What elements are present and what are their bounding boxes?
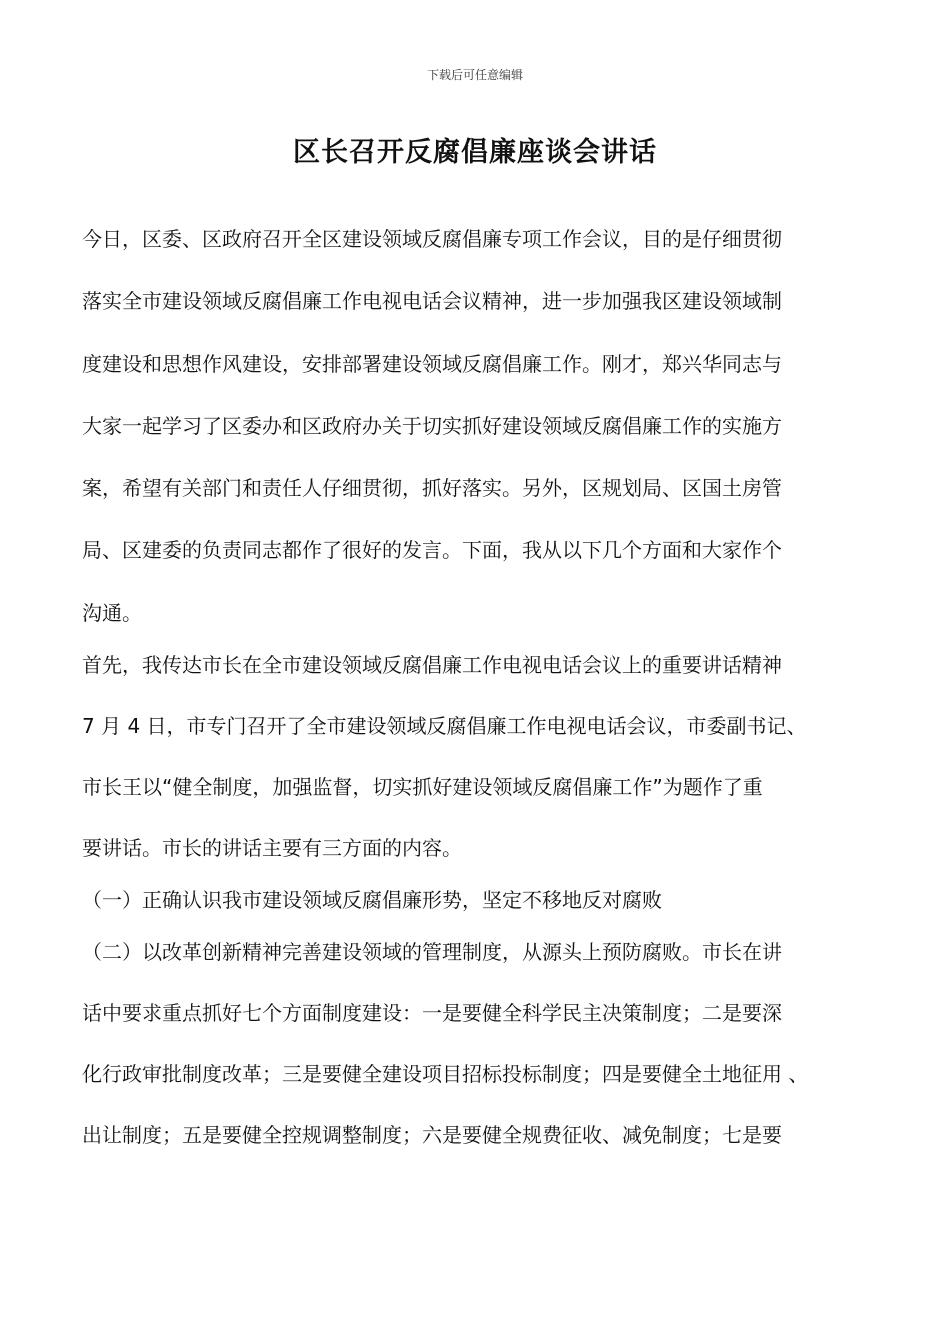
text-line: 7 月 4 日，市专门召开了全市建设领域反腐倡廉工作电视电话会议，市委副书记、 xyxy=(82,713,807,738)
text-line: 度建设和思想作风建设，安排部署建设领域反腐倡廉工作。刚才，郑兴华同志与 xyxy=(82,351,782,376)
text-line: 话中要求重点抓好七个方面制度建设：一是要健全科学民主决策制度；二是要深 xyxy=(82,1000,782,1025)
text-line: 首先，我传达市长在全市建设领域反腐倡廉工作电视电话会议上的重要讲话精神 xyxy=(82,652,782,677)
text-line: 大家一起学习了区委办和区政府办关于切实抓好建设领域反腐倡廉工作的实施方 xyxy=(82,413,782,438)
text-line: 要讲话。市长的讲话主要有三方面的内容。 xyxy=(82,835,462,860)
list-item-2 xyxy=(82,932,872,1155)
header-note: 下载后可任意编辑 xyxy=(426,68,523,82)
document-body xyxy=(82,219,872,1155)
text-line: 局、区建委的负责同志都作了很好的发言。下面，我从以下几个方面和大家作个 xyxy=(82,538,782,563)
paragraph-speech-summary xyxy=(82,645,872,868)
text-line: （一）正确认识我市建设领域反腐倡廉形势，坚定不移地反对腐败 xyxy=(82,887,662,912)
paragraph-intro xyxy=(82,219,872,633)
text-line: 落实全市建设领域反腐倡廉工作电视电话会议精神，进一步加强我区建设领域制 xyxy=(82,289,782,314)
text-line: 出让制度；五是要健全控规调整制度；六是要健全规费征收、减免制度；七是要 xyxy=(82,1122,782,1147)
text-line: 沟通。 xyxy=(82,600,142,625)
text-line: 案，希望有关部门和责任人仔细贯彻，抓好落实。另外，区规划局、区国土房管 xyxy=(82,476,782,501)
list-item-1 xyxy=(82,880,872,920)
document-title: 区长召开反腐倡廉座谈会讲话 xyxy=(293,137,657,168)
text-line: （二）以改革创新精神完善建设领域的管理制度，从源头上预防腐败。市长在讲 xyxy=(82,939,782,964)
text-line: 化行政审批制度改革；三是要健全建设项目招标投标制度；四是要健全土地征用 、 xyxy=(82,1061,809,1086)
text-line: 今日，区委、区政府召开全区建设领域反腐倡廉专项工作会议，目的是仔细贯彻 xyxy=(82,227,782,251)
text-line: 市长王以“健全制度，加强监督，切实抓好建设领域反腐倡廉工作”为题作了重 xyxy=(82,774,763,799)
